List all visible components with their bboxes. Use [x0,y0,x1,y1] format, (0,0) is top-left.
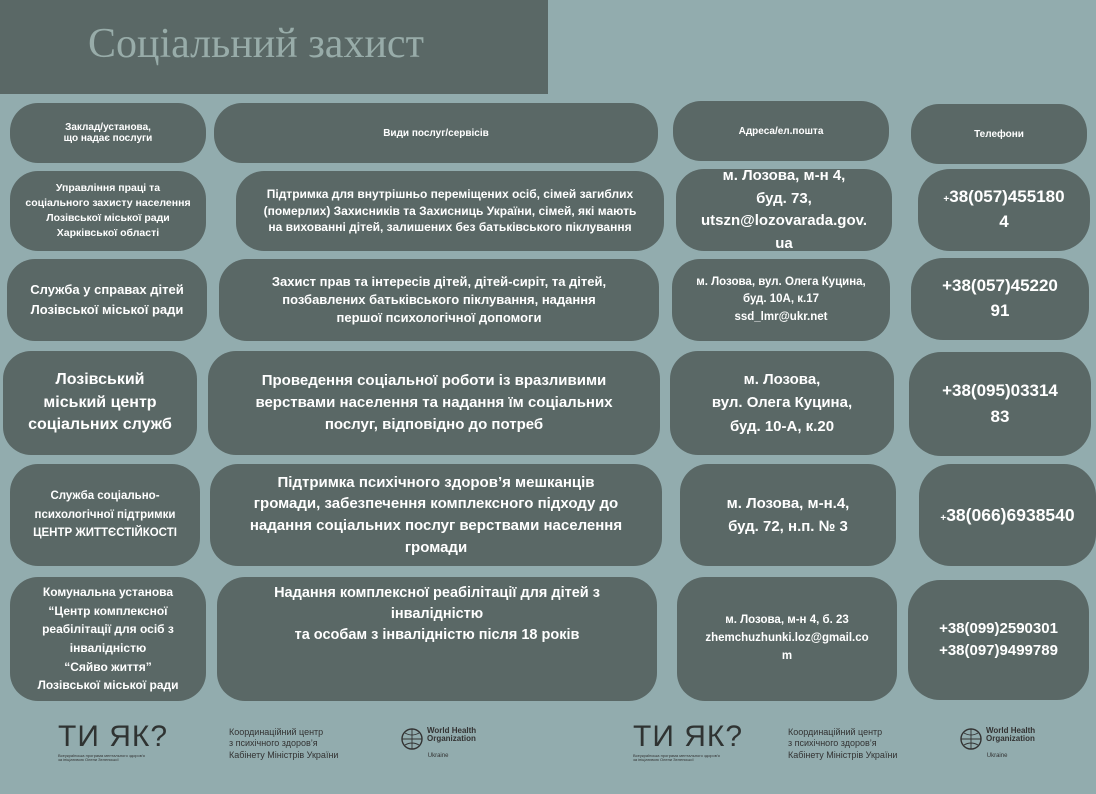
row-5-services-text: Надання комплексної реабілітації для дітей з інвалідністю та особам з інвалідністю після 18 років [274,585,600,644]
row-4-services-text: Підтримка психічного здоров’я мешканців громади, забезпечення комплексного підходу до надання соціальних послуг верствами населення громади [249,473,623,556]
row-3-institution-text: Лозівський міський центр соціальних служб [28,371,172,434]
header-address [673,101,889,161]
row-4-phone-text [940,503,1074,528]
row-1-address [676,169,892,251]
row-5-services [217,577,657,701]
who-logo [400,727,476,759]
who-emblem-icon [400,727,424,751]
who-region: Ukraine [986,753,1008,759]
row-1-phone-number: 38(057)455180 4 [949,187,1065,231]
coordination-center-text: Координаційний центр з психічного здоров’я Кабінету Міністрів України [788,727,898,760]
row-5-institution [10,577,206,701]
tiyak-logo [633,720,753,763]
row-5-phone-text: +38(099)2590301 +38(097)9499789 [939,619,1058,659]
row-3-phone-text: +38(095)03314 83 [942,380,1058,426]
header-institution [10,103,206,163]
tiyak-logo-text: ТИ ЯК? [58,720,169,753]
header-phones-label: Телефони [974,128,1024,140]
row-1-institution-text: Управління праці та соціального захисту населення Лозівської міської ради Харківської області [25,181,191,240]
row-1-phone-prefix: + [943,194,950,206]
row-3-services [208,351,660,455]
row-2-address [672,259,890,341]
tiyak-logo-subtitle: Всеукраїнська програма ментального здоров'я за ініціативою Олени Зеленської [58,753,145,763]
row-5-address-text: м. Лозова, м-н 4, б. 23 zhemchuzhunki.loz@gmail.co m [705,614,869,662]
who-logo [959,727,1035,759]
row-1-phone-text [943,185,1064,234]
tiyak-logo [58,720,178,763]
row-4-phone-number: 38(066)6938540 [946,504,1075,525]
row-4-institution-text: Служба соціально- психологічної підтримки ЦЕНТР ЖИТТЄСТІЙКОСТІ [33,490,177,540]
who-emblem-icon [959,727,983,751]
header-address-label: Адреса/ел.пошта [738,125,824,137]
row-3-address [670,351,894,455]
header-phones [911,104,1087,164]
row-2-institution [7,259,207,341]
header-services-label: Види послуг/сервісів [383,127,489,139]
row-1-institution [10,171,206,251]
tiyak-logo-subtitle: Всеукраїнська програма ментального здоров'я за ініціативою Олени Зеленської [633,753,720,763]
row-2-address-text: м. Лозова, вул. Олега Куцина, буд. 10А, к.17 ssd_lmr@ukr.net [696,276,866,323]
row-4-institution [10,464,200,566]
row-4-address-text: м. Лозова, м-н.4, буд. 72, н.п. № 3 [726,494,850,535]
row-4-phone [919,464,1096,566]
header-institution-label: Заклад/установа, що надає послуги [63,122,153,144]
coordination-center-text: Координаційний центр з психічного здоров’я Кабінету Міністрів України [229,727,339,760]
row-2-services-text: Захист прав та інтересів дітей, дітей-сиріт, та дітей, позбавлених батьківського піклування, надання першої психологічної допомоги [271,273,607,326]
row-2-phone-text: +38(057)45220 91 [942,276,1058,320]
who-region: Ukraine [427,753,449,759]
row-4-services [210,464,662,566]
row-1-services-text: Підтримка для внутрішньо переміщених осіб, сімей загиблих (померлих) Захисників та Захисниць України, сімей, які мають на вихованні дітей, залишених без батьківського піклування [263,186,637,235]
row-2-institution-text: Служба у справах дітей Лозівської міської ради [30,281,184,317]
row-1-services [236,171,664,251]
row-5-address [677,577,897,701]
row-1-address-text: м. Лозова, м-н 4, буд. 73, utszn@lozovarada.gov. ua [700,167,868,252]
page-title: Соціальний захист [88,21,424,67]
who-name: World Health Organization [427,726,477,744]
row-3-institution [3,351,197,455]
row-2-services [219,259,659,341]
row-4-address [680,464,896,566]
header-services [214,103,658,163]
row-3-phone [909,352,1091,456]
row-3-address-text: м. Лозова, вул. Олега Куцина, буд. 10-А, к.20 [711,371,853,435]
row-5-phone [908,580,1089,700]
who-name: World Health Organization [986,726,1036,744]
row-4-phone-prefix: + [940,512,947,524]
row-5-institution-text: Комунальна установа “Центр комплексної реабілітації для осіб з інвалідністю “Сяйво життя” Лозівської міської ради [37,585,179,693]
tiyak-logo-text: ТИ ЯК? [633,720,744,753]
row-2-phone [911,258,1089,340]
row-3-services-text: Проведення соціальної роботи із вразливими верствами населення та надання їм соціальних послуг, відповідно до потреб [255,372,613,433]
row-1-phone [918,169,1090,251]
